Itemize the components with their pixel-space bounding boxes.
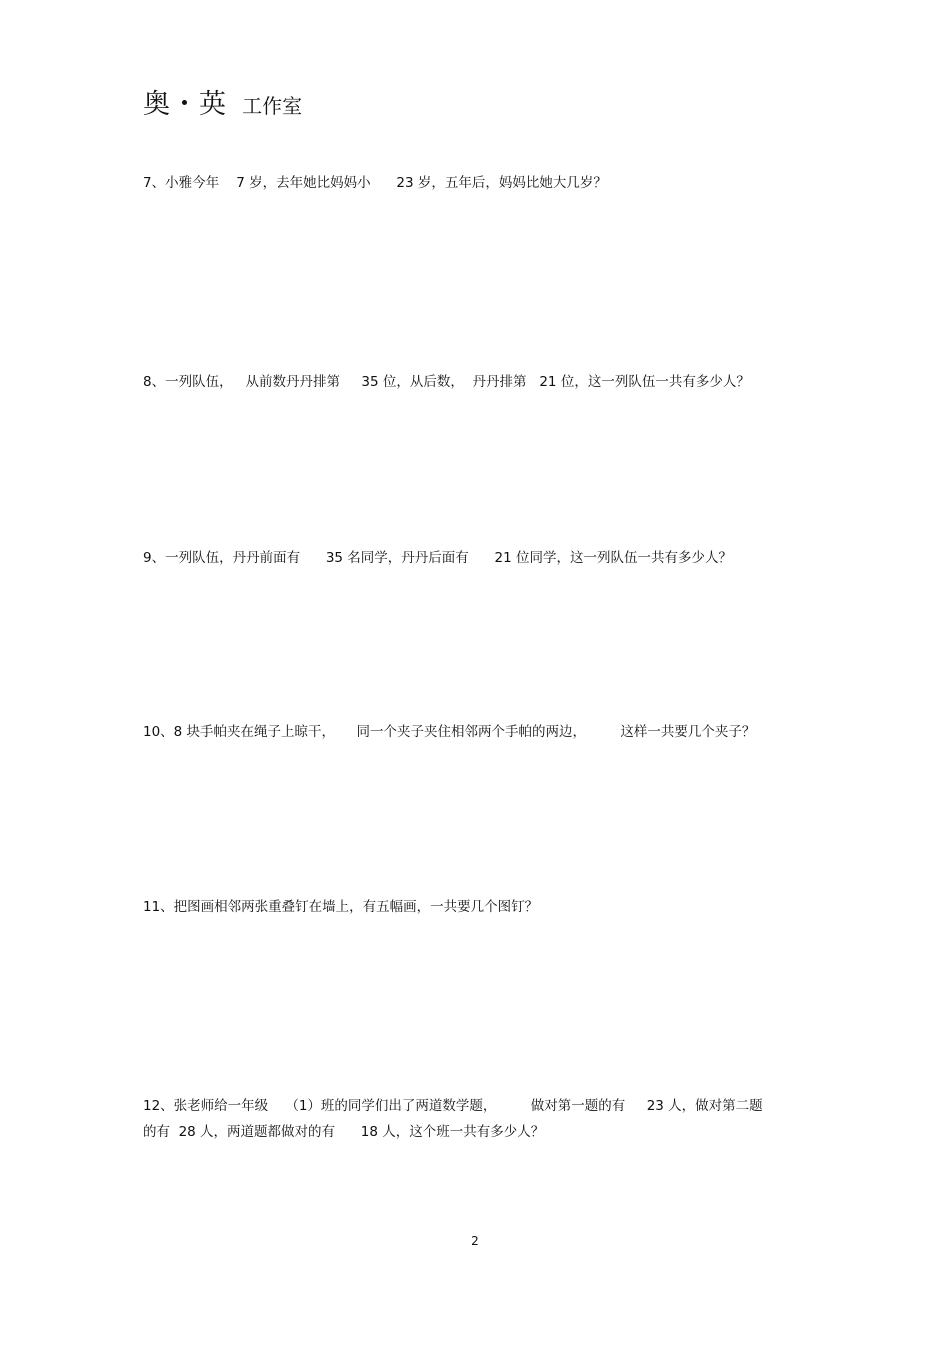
brand-name: 奥・英 — [143, 89, 227, 120]
page-number: 2 — [471, 1234, 479, 1248]
question-7: 7、小雅今年 7 岁，去年她比妈妈小 23 岁，五年后，妈妈比她大几岁？ — [143, 175, 607, 191]
question-9: 9、一列队伍，丹丹前面有 35 名同学，丹丹后面有 21 位同学，这一列队伍一共有多少人？ — [143, 550, 733, 566]
studio-label: 工作室 — [242, 94, 303, 118]
question-10: 10、8 块手帕夹在绳子上晾干， 同一个夹子夹住相邻两个手帕的两边， 这样一共要几个夹子？ — [143, 724, 756, 740]
question-12: 12、张老师给一年级 （1）班的同学们出了两道数学题， 做对第一题的有 23 人，做对第二题 的有 28 人，两道题都做对的有 18 人，这个班一共有多少人？ — [143, 1098, 763, 1140]
page-header — [143, 82, 302, 121]
question-11: 11、把图画相邻两张重叠钉在墙上，有五幅画，一共要几个图钉？ — [143, 899, 539, 915]
question-8: 8、一列队伍， 从前数丹丹排第 35 位，从后数， 丹丹排第 21 位，这一列队伍一共有多少人？ — [143, 374, 750, 390]
